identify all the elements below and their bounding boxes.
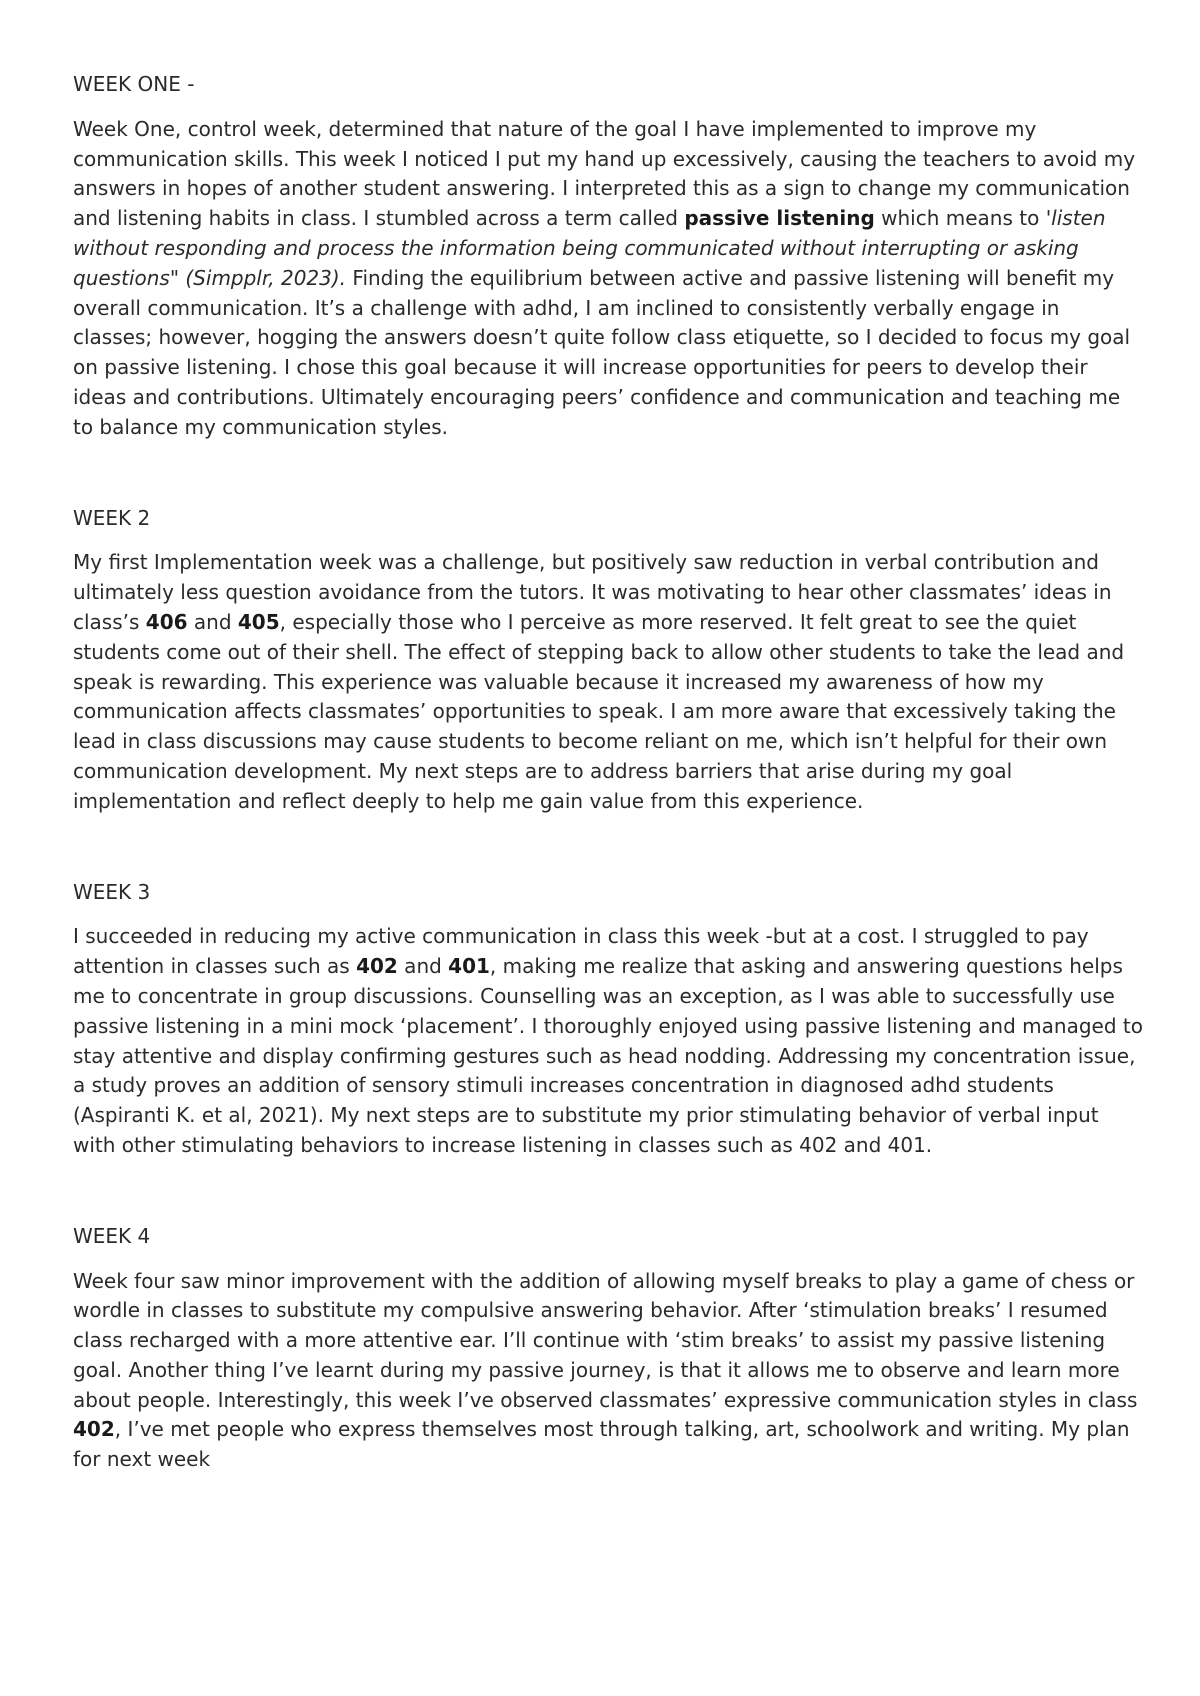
week-two-text-1: My first Implementation week was a challenge, but positively saw reduction in verbal contribution and ultimately less question avoidance from the tutors. It was motivating to hear other classmates’ ideas in class’s (73, 550, 1112, 634)
week-three-paragraph (73, 922, 1143, 1160)
week-two-text-3: , especially those who I perceive as more reserved. It felt great to see the quiet students come out of their shell. The effect of stepping back to allow other students to take the lead and speak is rewarding. This experience was valuable because it increased my awareness of how my communication affects classmates’ opportunities to speak. I am more aware that excessively taking the lead in class discussions may cause students to become reliant on me, which isn’t helpful for their own communication development. My next steps are to address barriers that arise during my goal implementation and reflect deeply to help me gain value from this experience. (73, 609, 1125, 813)
week-two-heading: WEEK 2 (73, 505, 151, 530)
week-one-text-3: Finding the equilibrium between active and passive listening will benefit my overall communication. It’s a challenge with adhd, I am inclined to consistently verbally engage in classes; however, hogging the answers doesn’t quite follow class etiquette, so I decided to focus my goal on passive listening. I chose this goal because it will increase opportunities for peers to develop their ideas and contributions. Ultimately encouraging peers’ confidence and communication and teaching me to balance my communication styles. (73, 265, 1131, 439)
week-one-section (73, 70, 1143, 443)
class-402-week-four: 402 (73, 1417, 115, 1442)
week-one-text-2: which means to (874, 206, 1046, 231)
week-four-text-2: , I’ve met people who express themselves most through talking, art, schoolwork and writing. My plan for next week (73, 1417, 1130, 1472)
document-page (73, 70, 1143, 1475)
passive-listening-term: passive listening (684, 206, 875, 231)
week-three-text-1: I succeeded in reducing my active communication in class this week -but at a cost. I struggled to pay attention in classes such as (73, 924, 1089, 979)
week-four-text-1: Week four saw minor improvement with the addition of allowing myself breaks to play a game of chess or wordle in classes to substitute my compulsive answering behavior. After ‘stimulation breaks’ I resumed class recharged with a more attentive ear. I’ll continue with ‘stim breaks’ to assist my passive listening goal. Another thing I’ve learnt during my passive journey, is that it allows me to observe and learn more about people. Interestingly, this week I’ve observed classmates’ expressive communication styles in class (73, 1268, 1138, 1412)
week-one-paragraph (73, 115, 1143, 443)
week-four-heading: WEEK 4 (73, 1223, 151, 1248)
week-four-section (73, 1222, 1143, 1475)
week-three-text-2: and (397, 954, 449, 979)
week-four-paragraph (73, 1267, 1143, 1476)
passive-listening-quote: 'listen without responding and process the information being communicated without interrupting or asking questions" (Simpplr, 2023). (73, 206, 1106, 290)
week-three-section (73, 878, 1143, 1161)
week-three-heading: WEEK 3 (73, 879, 151, 904)
week-two-section (73, 504, 1143, 817)
class-401: 401 (448, 954, 490, 979)
class-405: 405 (237, 609, 280, 634)
week-three-text-3: , making me realize that asking and answering questions helps me to concentrate in group discussions. Counselling was an exception, as I was able to successfully use passive listening in a mini mock ‘placement’. I thoroughly enjoyed using passive listening and managed to stay attentive and display confirming gestures such as head nodding. Addressing my concentration issue, a study proves an addition of sensory stimuli increases concentration in diagnosed adhd students (Aspiranti K. et al, 2021). My next steps are to substitute my prior stimulating behavior of verbal input with other stimulating behaviors to increase listening in classes such as 402 and 401. (73, 954, 1143, 1157)
week-one-heading: WEEK ONE - (73, 72, 195, 96)
class-402: 402 (356, 954, 398, 979)
week-one-text-1: Week One, control week, determined that nature of the goal I have implemented to improve my communication skills. This week I noticed I put my hand up excessively, causing the teachers to avoid my answers in hopes of another student answering. I interpreted this as a sign to change my communication and listening habits in class. I stumbled across a term called (73, 116, 1136, 231)
week-two-text-2: and (187, 609, 238, 634)
week-two-paragraph (73, 548, 1143, 816)
class-406: 406 (145, 609, 188, 634)
